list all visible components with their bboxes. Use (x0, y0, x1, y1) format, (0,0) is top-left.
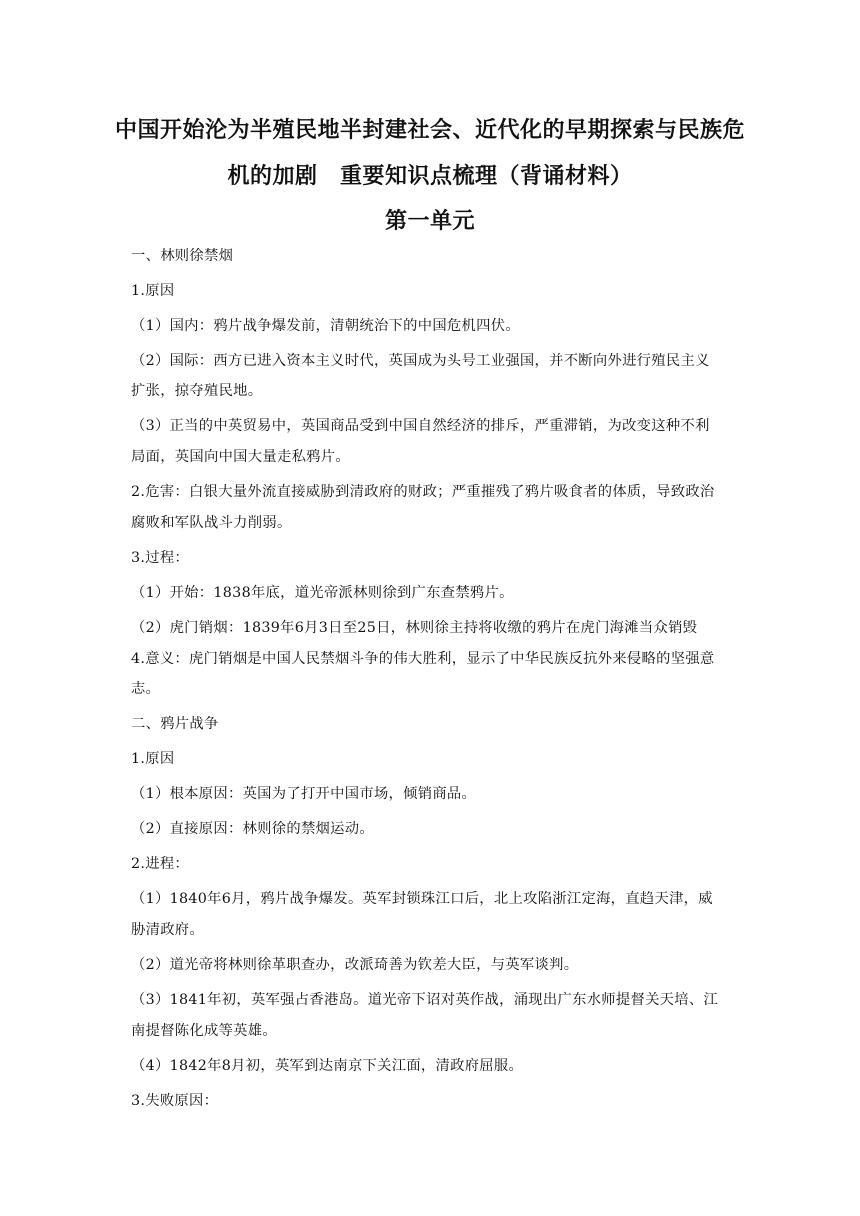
text-line: 1.原因 (131, 283, 175, 299)
text-line: （4）1842年8月初，英军到达南京下关江面，清政府屈服。 (131, 1058, 524, 1074)
text-line: （3）正当的中英贸易中，英国商品受到中国自然经济的排斥，严重滞销，为改变这种不利 (131, 418, 710, 434)
text-line: 南提督陈化成等英雄。 (131, 1023, 277, 1039)
text-line: 胁清政府。 (131, 922, 204, 938)
text-line: （2）道光帝将林则徐革职查办，改派琦善为钦差大臣，与英军谈判。 (131, 957, 579, 973)
text-line: 4.意义：虎门销烟是中国人民禁烟斗争的伟大胜利，显示了中华民族反抗外来侵略的坚强意 (131, 651, 715, 667)
text-line: （1）国内：鸦片战争爆发前，清朝统治下的中国危机四伏。 (131, 318, 520, 334)
text-line: 3.失败原因： (131, 1093, 219, 1109)
text-line: （2）虎门销烟：1839年6月3日至25日，林则徐主持将收缴的鸦片在虎门海滩当众销毁 (131, 620, 698, 636)
text-line: 腐败和军队战斗力削弱。 (131, 515, 292, 531)
text-line: （3）1841年初，英军强占香港岛。道光帝下诏对英作战，涌现出广东水师提督关天培、江 (131, 992, 719, 1008)
text-line: （1）1840年6月，鸦片战争爆发。英军封锁珠江口后，北上攻陷浙江定海，直趋天津，威 (131, 891, 713, 907)
document-title-line-2: 机的加剧 重要知识点梳理（背诵材料） (227, 164, 633, 189)
text-line: 1.原因 (131, 751, 175, 767)
text-line: （2）直接原因：林则徐的禁烟运动。 (131, 821, 374, 837)
text-line: 3.过程： (131, 550, 190, 566)
text-line: 扩张，掠夺殖民地。 (131, 383, 263, 399)
section-heading: 二、鸦片战争 (131, 716, 219, 732)
text-line: 志。 (131, 681, 161, 697)
text-line: （1）根本原因：英国为了打开中国市场，倾销商品。 (131, 786, 477, 802)
text-line: 2.进程： (131, 856, 190, 872)
text-line: 2.危害：白银大量外流直接威胁到清政府的财政；严重摧残了鸦片吸食者的体质，导致政治 (131, 484, 715, 500)
unit-heading: 第一单元 (384, 209, 475, 234)
text-line: （2）国际：西方已进入资本主义时代，英国成为头号工业强国，并不断向外进行殖民主义 (131, 353, 710, 369)
document-title-line-1: 中国开始沦为半殖民地半封建社会、近代化的早期探索与民族危 (114, 118, 745, 143)
section-heading: 一、林则徐禁烟 (131, 248, 234, 264)
text-line: 局面，英国向中国大量走私鸦片。 (131, 449, 350, 465)
text-line: （1）开始：1838年底，道光帝派林则徐到广东查禁鸦片。 (131, 585, 514, 601)
